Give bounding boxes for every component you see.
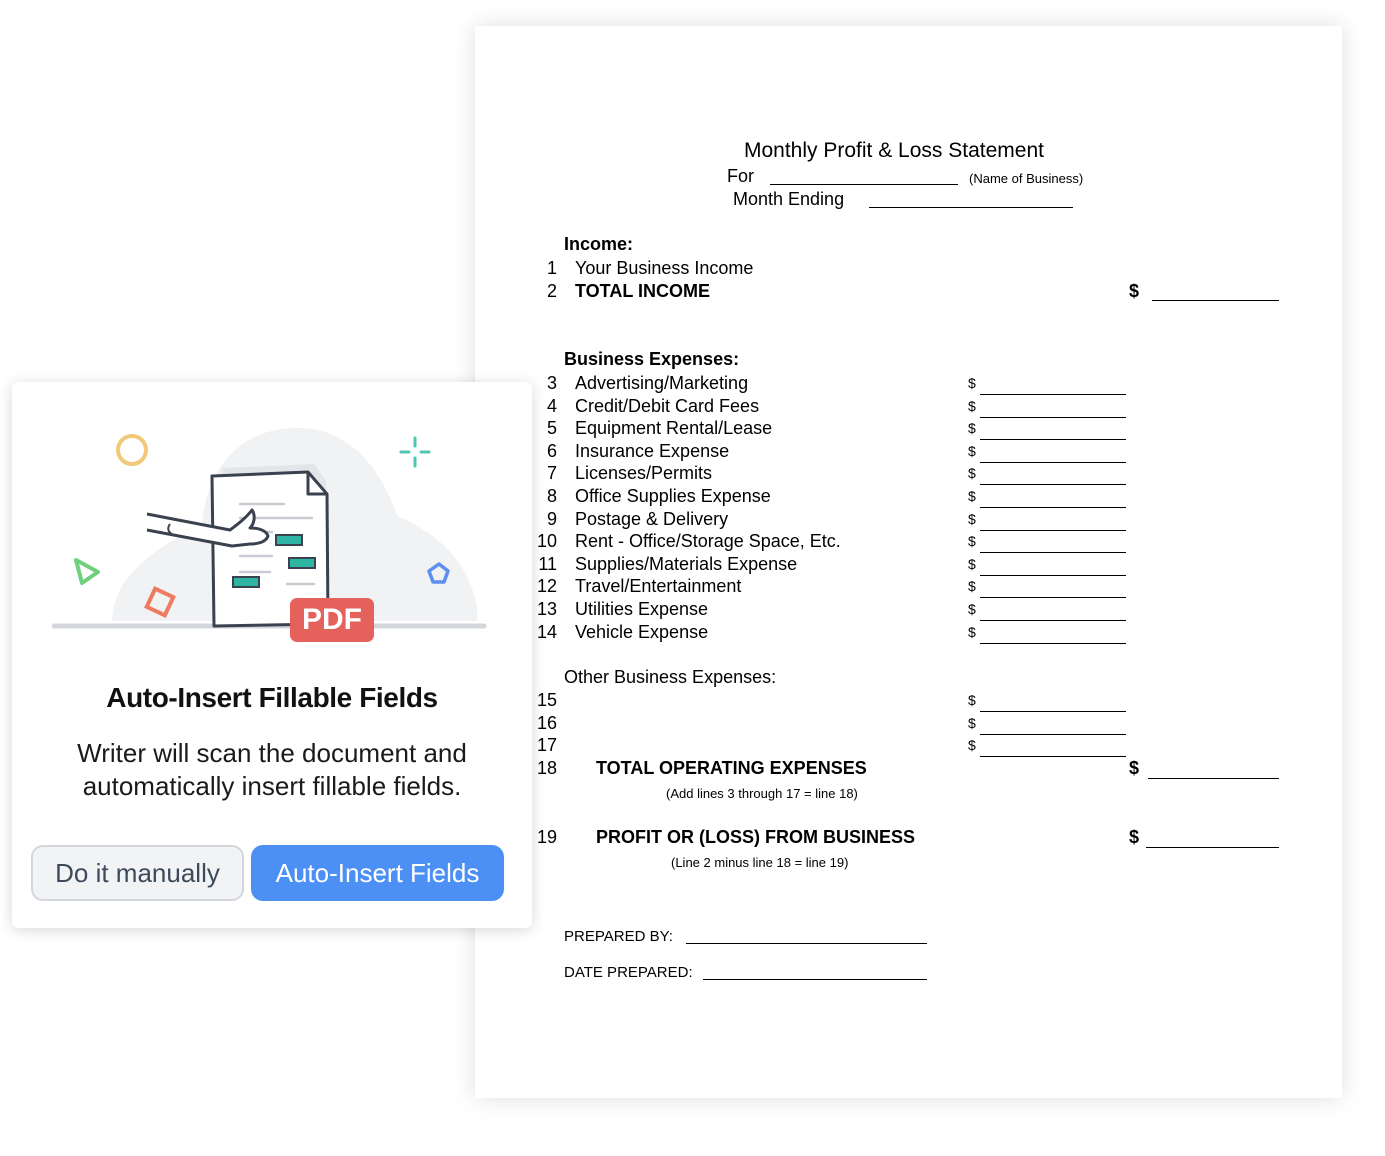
expense-dollar-sign: $: [968, 420, 976, 437]
dialog-description-line: Writer will scan the document and: [77, 738, 467, 768]
expense-line-label: Travel/Entertainment: [575, 576, 742, 597]
date-prepared-field[interactable]: [703, 979, 927, 980]
field-highlight-icon: [289, 558, 315, 568]
other-dollar-sign: $: [968, 737, 976, 754]
for-label: For: [727, 166, 754, 186]
expense-amount-field[interactable]: [980, 597, 1126, 598]
expense-amount-field[interactable]: [980, 394, 1126, 395]
profit-loss-field[interactable]: [1146, 847, 1279, 848]
expense-amount-field[interactable]: [980, 552, 1126, 553]
expense-line-label: Utilities Expense: [575, 599, 709, 619]
expense-amount-field[interactable]: [980, 620, 1126, 621]
expense-amount-field[interactable]: [980, 575, 1126, 576]
expense-line-label: Licenses/Permits: [575, 463, 713, 484]
expense-dollar-sign: $: [968, 397, 976, 414]
field-highlight-icon: [233, 577, 259, 587]
line-number: 13: [536, 599, 557, 619]
income-line-label: Your Business Income: [575, 258, 754, 278]
other-dollar-sign: $: [968, 692, 976, 708]
expense-dollar-sign: $: [968, 465, 976, 482]
total-income-label: TOTAL INCOME: [575, 281, 710, 301]
total-income-dollar: $: [1129, 281, 1140, 301]
expense-dollar-sign: $: [968, 623, 976, 640]
line-number: 1: [546, 258, 557, 278]
triangle-shape-icon: [76, 560, 98, 583]
profit-loss-dollar: $: [1129, 827, 1140, 847]
pdf-badge: PDF: [290, 598, 374, 642]
line-number: 12: [536, 576, 557, 597]
expense-line-label: Postage & Delivery: [575, 508, 729, 529]
line-number: 3: [546, 373, 557, 393]
income-heading: Income:: [564, 234, 634, 254]
expenses-heading: Business Expenses:: [564, 349, 740, 369]
line-number: 9: [546, 508, 557, 529]
prepared-by-field[interactable]: [686, 943, 927, 944]
line-number: 8: [546, 486, 557, 506]
expense-dollar-sign: $: [968, 375, 976, 391]
auto-insert-fields-button[interactable]: Auto-Insert Fields: [251, 845, 504, 901]
expense-amount-field[interactable]: [980, 484, 1126, 485]
expense-dollar-sign: $: [968, 533, 976, 550]
dialog-title: Auto-Insert Fillable Fields: [106, 682, 438, 713]
sparkle-icon: [401, 438, 429, 466]
line-number: 2: [546, 281, 557, 301]
profit-loss-note: (Line 2 minus line 18 = line 19): [671, 855, 849, 870]
expense-line-label: Office Supplies Expense: [575, 486, 771, 506]
expense-amount-field[interactable]: [980, 417, 1126, 418]
month-ending-label: Month Ending: [733, 189, 845, 209]
expense-line-label: Rent - Office/Storage Space, Etc.: [575, 531, 841, 552]
profit-loss-label: PROFIT OR (LOSS) FROM BUSINESS: [596, 827, 916, 847]
line-number: 14: [536, 621, 557, 642]
expense-line-label: Supplies/Materials Expense: [575, 553, 798, 574]
expense-dollar-sign: $: [968, 442, 976, 459]
expense-line-label: Credit/Debit Card Fees: [575, 395, 760, 416]
line-number: 16: [536, 712, 557, 733]
date-prepared-label: DATE PREPARED:: [564, 964, 693, 981]
expense-amount-field[interactable]: [980, 643, 1126, 644]
line-number: 11: [538, 553, 557, 574]
document-scan-illustration: [52, 406, 502, 651]
name-of-business-hint: (Name of Business): [969, 171, 1084, 186]
expense-dollar-sign: $: [968, 578, 976, 595]
total-operating-field[interactable]: [1148, 778, 1279, 779]
total-income-field[interactable]: [1152, 300, 1279, 301]
dialog-description-line: automatically insert fillable fields.: [82, 771, 462, 801]
expense-line-label: Advertising/Marketing: [575, 373, 749, 393]
total-operating-dollar: $: [1129, 758, 1140, 778]
other-dollar-sign: $: [968, 714, 976, 731]
line-number: 19: [536, 827, 557, 847]
field-highlight-icon: [276, 535, 302, 545]
total-operating-note: (Add lines 3 through 17 = line 18): [666, 786, 858, 801]
expense-dollar-sign: $: [968, 488, 976, 504]
dialog-description: [42, 737, 502, 803]
pdf-document-page: [475, 26, 1342, 1098]
expense-dollar-sign: $: [968, 601, 976, 617]
other-amount-field[interactable]: [980, 734, 1126, 735]
circle-shape-icon: [118, 436, 146, 464]
line-number: 10: [536, 531, 557, 552]
expense-line-label: Insurance Expense: [575, 440, 730, 461]
other-amount-field[interactable]: [980, 756, 1126, 757]
expense-amount-field[interactable]: [980, 462, 1126, 463]
other-expenses-heading: Other Business Expenses:: [564, 667, 777, 687]
expense-amount-field[interactable]: [980, 507, 1126, 508]
document-title: Monthly Profit & Loss Statement: [744, 139, 1044, 162]
line-number: 7: [546, 463, 557, 484]
other-amount-field[interactable]: [980, 711, 1126, 712]
business-name-line[interactable]: [770, 184, 958, 185]
line-number: 15: [536, 690, 557, 710]
expense-amount-field[interactable]: [980, 530, 1126, 531]
expense-line-label: Vehicle Expense: [575, 621, 709, 642]
line-number: 6: [546, 440, 557, 461]
line-number: 5: [546, 418, 557, 439]
line-number: 17: [536, 735, 557, 756]
month-ending-line[interactable]: [869, 207, 1073, 208]
expense-dollar-sign: $: [968, 555, 976, 572]
do-it-manually-button[interactable]: Do it manually: [31, 845, 244, 901]
expense-amount-field[interactable]: [980, 439, 1126, 440]
expense-dollar-sign: $: [968, 510, 976, 527]
auto-insert-dialog: [12, 382, 532, 928]
prepared-by-label: PREPARED BY:: [564, 928, 673, 945]
expense-line-label: Equipment Rental/Lease: [575, 418, 773, 439]
line-number: 18: [536, 758, 557, 778]
line-number: 4: [546, 395, 557, 416]
total-operating-label: TOTAL OPERATING EXPENSES: [596, 758, 867, 778]
